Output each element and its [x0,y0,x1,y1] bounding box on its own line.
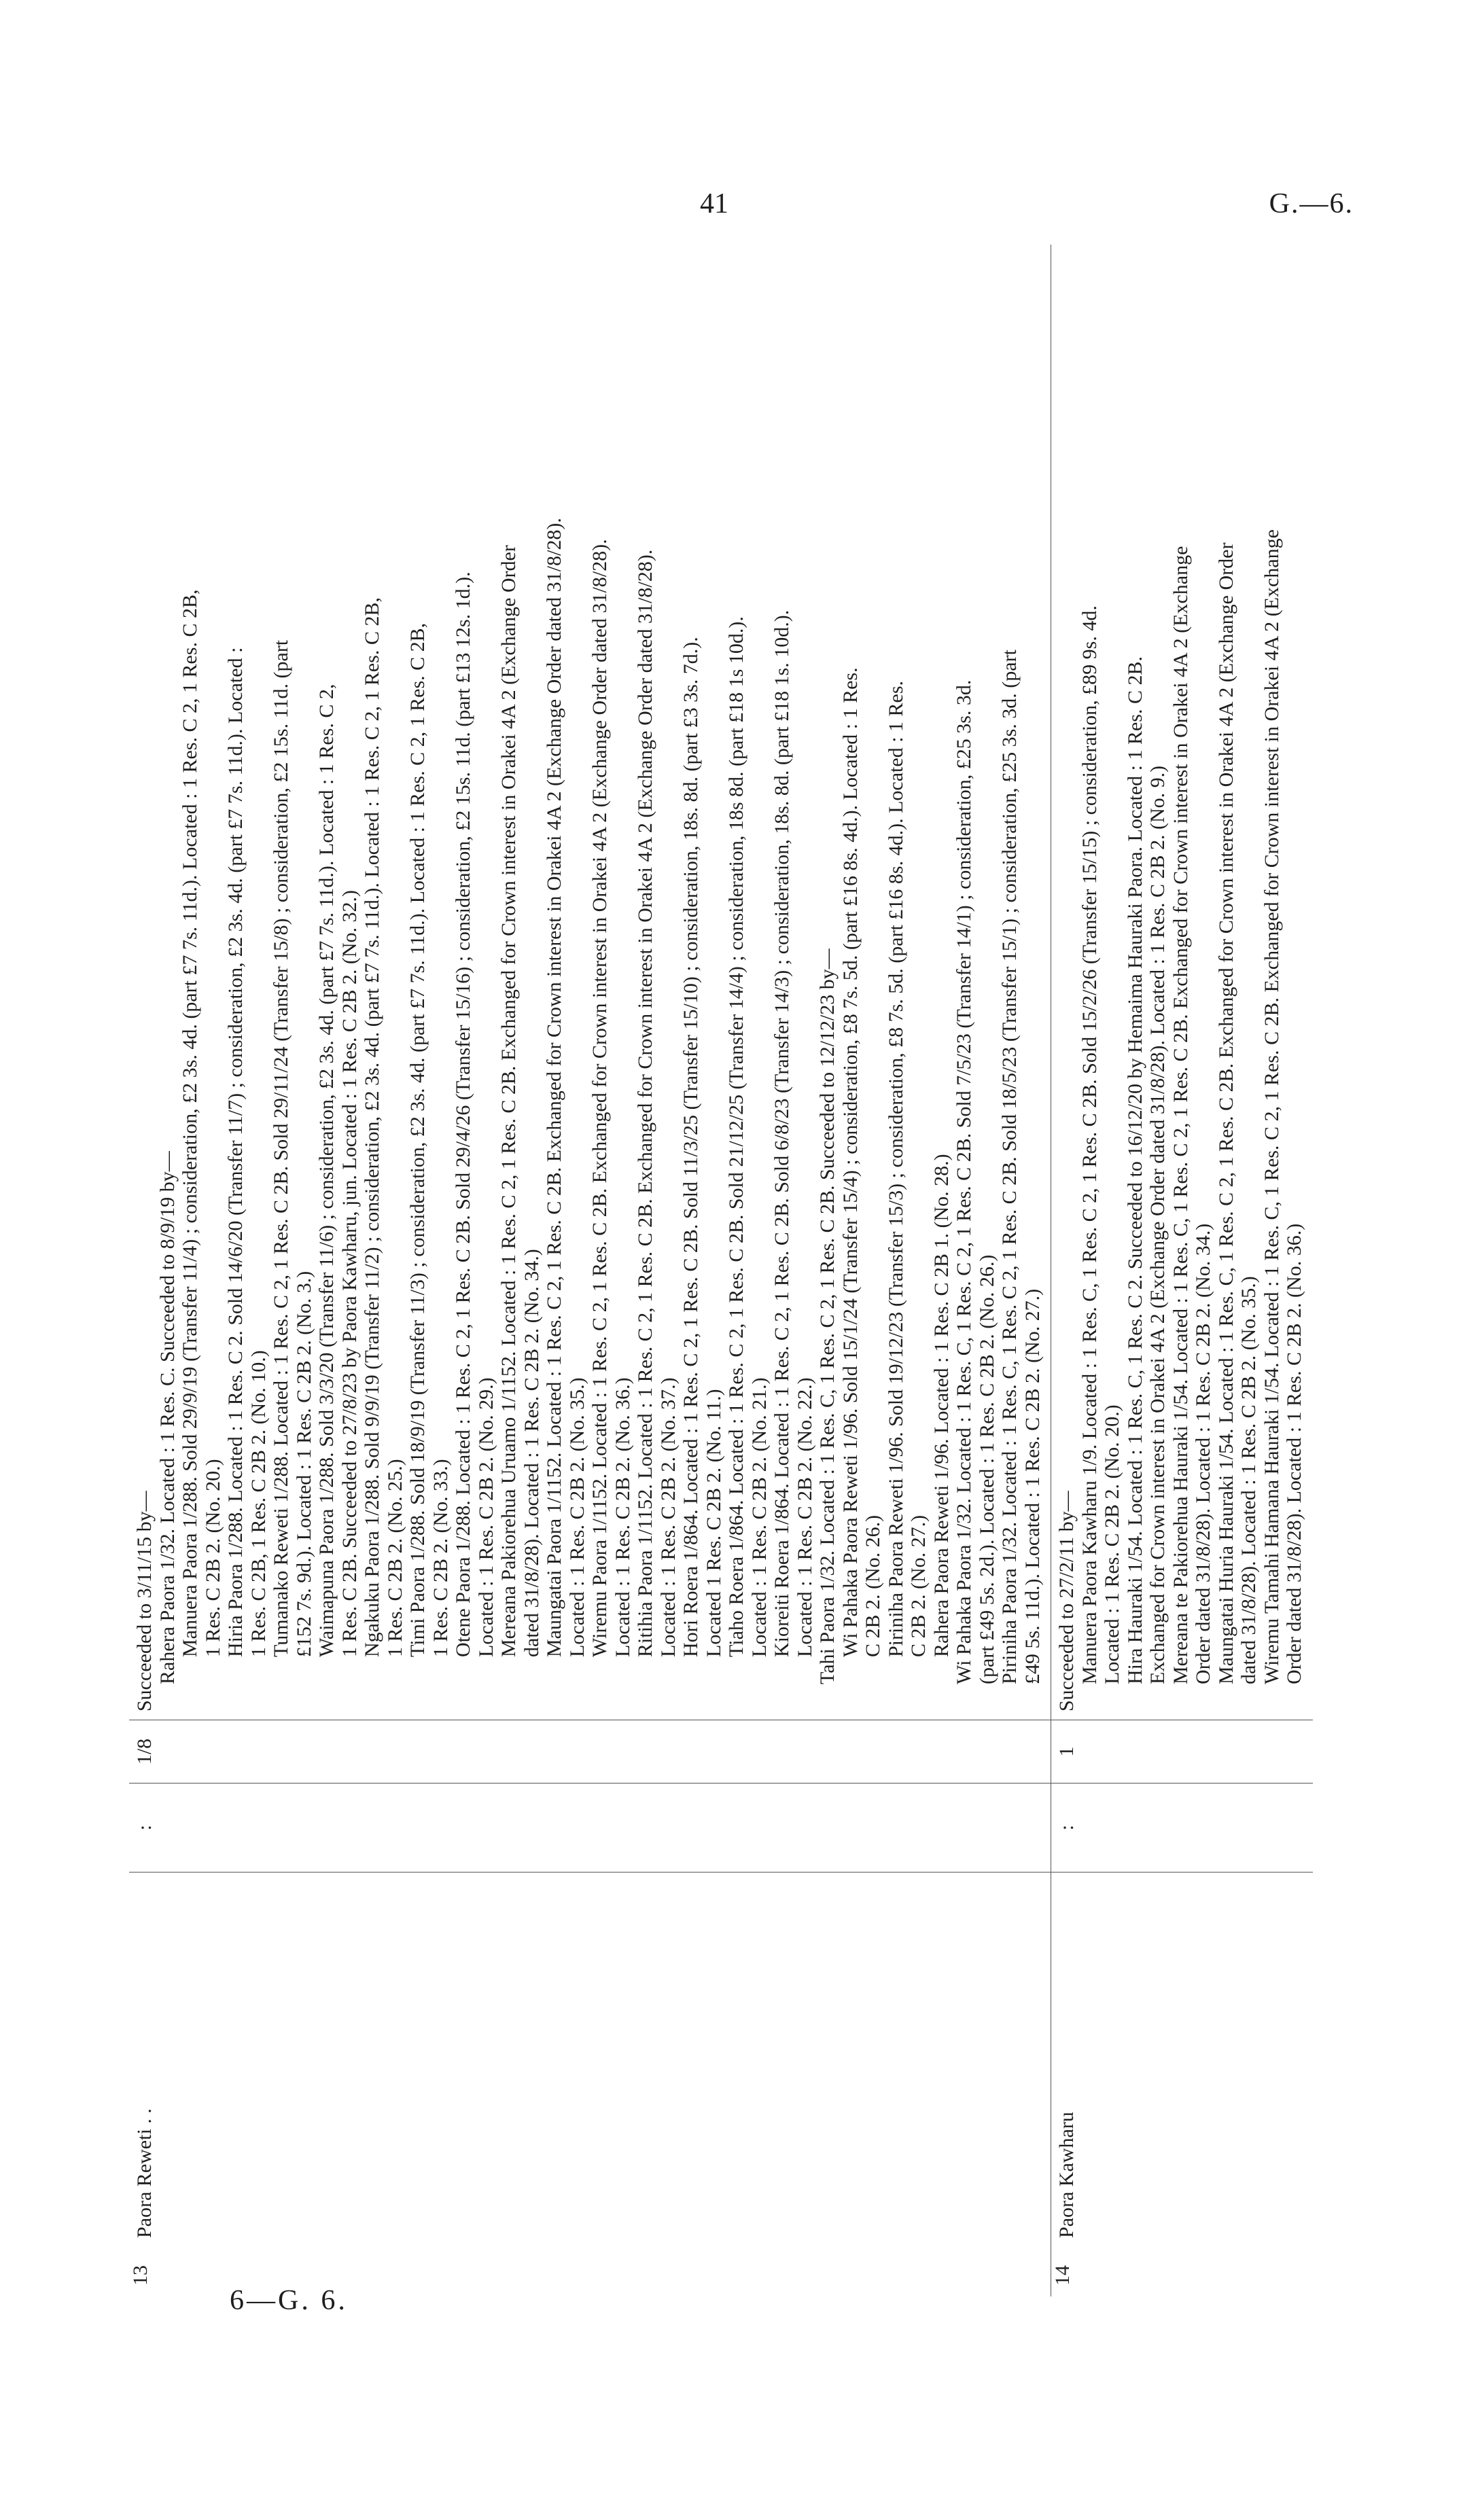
original-owner: Paora Reweti . . [129,1873,1051,2244]
rotated-table-wrapper [129,245,1325,2296]
detail-line: Tahi Paora 1/32. Located : 1 Res. C, 1 Res. C 2, 1 Res. C 2B. Succeeded to 12/12/23 by— [816,948,839,1684]
entry-number: 13 [129,2265,152,2286]
detail-line: Manuera Paora Kawharu 1/9. Located : 1 Res. C, 1 Res. C 2, 1 Res. C 2B. Sold 15/2/26 (Transfer 15/15) ; consideration, £89 9s. 4d. [1078,605,1101,1684]
detail-line: C 2B 2. (No. 26.) [862,1514,884,1657]
detail-line: dated 31/8/28). Located : 1 Res. C 2B 2. (No. 34.) [520,1249,543,1657]
detail-line: Tiaho Roera 1/864. Located : 1 Res. C 2, 1 Res. C 2B. Sold 21/12/25 (Transfer 14/4) ; consideration, 18s 8d. (part £18 1s 10d.). [725,616,747,1657]
detail-line: dated 31/8/28). Located : 1 Res. C 2B 2. (No. 35.) [1237,1276,1260,1684]
detail-line: Succeeded to 27/2/11 by— [1055,1491,1078,1711]
detail-line: Kioreiti Roera 1/864. Located : 1 Res. C 2, 1 Res. C 2B. Sold 6/8/23 (Transfer 14/3) ; consideration, 18s. 8d. (part £18 1s. 10d.). [771,609,793,1657]
share-value: 1 [1051,1720,1313,1783]
table-row [1051,245,1313,2296]
detail-line: Located : 1 Res. C 2B 2. (No. 22.) [793,1377,816,1657]
detail-line: Mereana te Pakiorehua Hauraki 1/54. Located : 1 Res. C, 1 Res. C 2, 1 Res. C 2B. Exchanged for Crown interest in Orakei 4A 2 (Exchange [1169,546,1192,1684]
detail-line: Maungatai Paora 1/1152. Located : 1 Res. C 2, 1 Res. C 2B. Exchanged for Crown interest in Orakei 4A 2 (Exchange Order dated 31/8/28). [543,518,565,1657]
detail-line: Manuera Paora 1/288. Sold 29/9/19 (Transfer 11/4) ; consideration, £2 3s. 4d. (part £7 7s. 11d.). Located : 1 Res. C 2, 1 Res. C 2B, [179,589,201,1657]
detail-line: Hiria Paora 1/288. Located : 1 Res. C 2. Sold 14/6/20 (Transfer 11/7) ; consideration, £2 3s. 4d. (part £7 7s. 11d.). Located : [224,647,247,1657]
detail-line: Located 1 Res. C 2B 2. (No. 11.) [702,1389,725,1657]
detail-line: Piriniha Paora 1/32. Located : 1 Res. C, 1 Res. C 2, 1 Res. C 2B. Sold 18/5/23 (Transfer 15/1) ; consideration, £25 3s. 3d. (part [998,650,1021,1684]
detail-line: Located : 1 Res. C 2B 2. (No. 29.) [474,1377,497,1657]
detail-line: Piriniha Paora Reweti 1/96. Sold 19/12/23 (Transfer 15/3) ; consideration, £8 7s. 5d. (part £16 8s. 4d.). Located : 1 Res. [884,680,907,1657]
detail-line: Rahera Paora 1/32. Located : 1 Res. C. Succeeded to 8/9/19 by— [156,1151,179,1684]
table-row [129,245,1051,2296]
page-number: 41 [700,188,728,219]
share-value: 1/8 [129,1720,1051,1783]
detail-line: 1 Res. C 2B, 1 Res. C 2B 2. (No. 10.) [247,1350,270,1657]
succession-details [129,245,1051,1720]
detail-line: 1 Res. C 2B. Succeeded to 27/8/23 by Paora Kawharu, jun. Located : 1 Res. C 2B 2. (No. 32.) [338,890,361,1657]
detail-line: Maungatai Huria Hauraki 1/54. Located : 1 Res. C, 1 Res. C 2, 1 Res. C 2B. Exchanged for Crown interest in Orakei 4A 2 (Exchange Order [1214,542,1237,1684]
document-reference-bottom: 6—G. 6. [230,2285,348,2316]
detail-line: 1 Res. C 2B 2. (No. 33.) [429,1459,452,1657]
detail-line: Ngakuku Paora 1/288. Sold 9/9/19 (Transfer 11/2) ; consideration, £2 3s. 4d. (part £7 7s. 11d.). Located : 1 Res. C 2, 1 Res. C 2B, [361,597,383,1657]
detail-line: Located : 1 Res. C 2B 2. (No. 20.) [1101,1404,1123,1684]
succession-details [1051,245,1313,1720]
document-reference-top: G.—6. [1269,188,1354,219]
original-owner: Paora Kawharu [1051,1873,1313,2244]
detail-line: Located : 1 Res. C 2B 2. (No. 36.) [611,1377,634,1657]
detail-line: Located : 1 Res. C 2B 2. (No. 21.) [747,1377,771,1657]
detail-line: C 2B 2. (No. 27.) [907,1514,930,1657]
detail-line: Wi Pahaka Paora Reweti 1/96. Sold 15/1/24 (Transfer 15/4) ; consideration, £8 7s. 5d. (part £16 8s. 4d.). Located : 1 Res. [839,667,862,1657]
detail-line: Hira Hauraki 1/54. Located : 1 Res. C, 1 Res. C 2. Succeeded to 16/12/20 by Hemaima Hauraki Paora. Located : 1 Res. C 2B. [1123,656,1146,1684]
detail-line: Tumanako Reweti 1/288. Located : 1 Res. C 2, 1 Res. C 2B. Sold 29/11/24 (Transfer 15/8) ; consideration, £2 15s. 11d. (part [270,639,292,1657]
detail-line: Located : 1 Res. C 2B 2. (No. 37.) [656,1377,680,1657]
detail-line: Hori Roera 1/864. Located : 1 Res. C 2, 1 Res. C 2B. Sold 11/3/25 (Transfer 15/10) ; consideration, 18s. 8d. (part £3 3s. 7d.). [680,637,702,1657]
detail-line: Order dated 31/8/28). Located : 1 Res. C 2B 2. (No. 34.) [1192,1223,1214,1684]
entry-number: 14 [1051,2265,1074,2286]
detail-line: 1 Res. C 2B 2. (No. 25.) [383,1459,406,1657]
column-separator: : [1051,1783,1313,1873]
detail-line: Ritihia Paora 1/1152. Located : 1 Res. C 2, 1 Res. C 2B. Exchanged for Crown interest in Orakei 4A 2 (Exchange Order dated 31/8/28). [634,549,656,1657]
column-separator: : [129,1783,1051,1873]
succession-table [129,245,1313,2296]
detail-line: (part £49 5s. 2d.). Located : 1 Res. C 2B 2. (No. 26.) [975,1254,998,1684]
detail-line: Otene Paora 1/288. Located : 1 Res. C 2, 1 Res. C 2B. Sold 29/4/26 (Transfer 15/16) ; consideration, £2 15s. 11d. (part £13 12s. 1d.). [452,571,474,1657]
detail-line: Waimapuna Paora 1/288. Sold 3/3/20 (Transfer 11/6) ; consideration, £2 3s. 4d. (part £7 7s. 11d.). Located : 1 Res. C 2, [315,684,338,1657]
detail-line: Timi Paora 1/288. Sold 18/9/19 (Transfer 11/3) ; consideration, £2 3s. 4d. (part £7 7s. 11d.). Located : 1 Res. C 2, 1 Res. C 2B, [406,622,429,1657]
detail-line: Located : 1 Res. C 2B 2. (No. 35.) [565,1377,588,1657]
detail-line: Rahera Paora Reweti 1/96. Located : 1 Res. C 2B 1. (No. 28.) [930,1154,953,1657]
detail-line: Succeeded to 3/11/15 by— [133,1491,156,1711]
detail-line: £152 7s. 9d.). Located : 1 Res. C 2B 2. (No. 3.) [292,1271,315,1657]
detail-line: Order dated 31/8/28). Located : 1 Res. C 2B 2. (No. 36.) [1283,1223,1305,1684]
detail-line: £49 5s. 11d.). Located : 1 Res. C 2B 2. (No. 27.) [1021,1288,1044,1684]
detail-line: Wiremu Tamahi Hamana Hauraki 1/54. Located : 1 Res. C, 1 Res. C 2, 1 Res. C 2B. Exchanged for Crown interest in Orakei 4A 2 (Exchange [1260,529,1283,1684]
succession-table-body [129,245,1313,2296]
detail-line: 1 Res. C 2B 2. (No. 20.) [201,1459,224,1657]
detail-line: Wi Pahaka Paora 1/32. Located : 1 Res. C, 1 Res. C 2, 1 Res. C 2B. Sold 7/5/23 (Transfer 14/1) ; consideration, £25 3s. 3d. [953,679,975,1684]
detail-line: Exchanged for Crown interest in Orakei 4A 2 (Exchange Order dated 31/8/28). Located : 1 Res. C 2B 2. (No. 9.) [1146,765,1169,1684]
detail-line: Wiremu Paora 1/1152. Located : 1 Res. C 2, 1 Res. C 2B. Exchanged for Crown interest in Orakei 4A 2 (Exchange Order dated 31/8/28). [588,539,611,1657]
detail-line: Mereana Pakiorehua Uruamo 1/1152. Located : 1 Res. C 2, 1 Res. C 2B. Exchanged for Crown interest in Orakei 4A 2 (Exchange Order [497,545,520,1657]
